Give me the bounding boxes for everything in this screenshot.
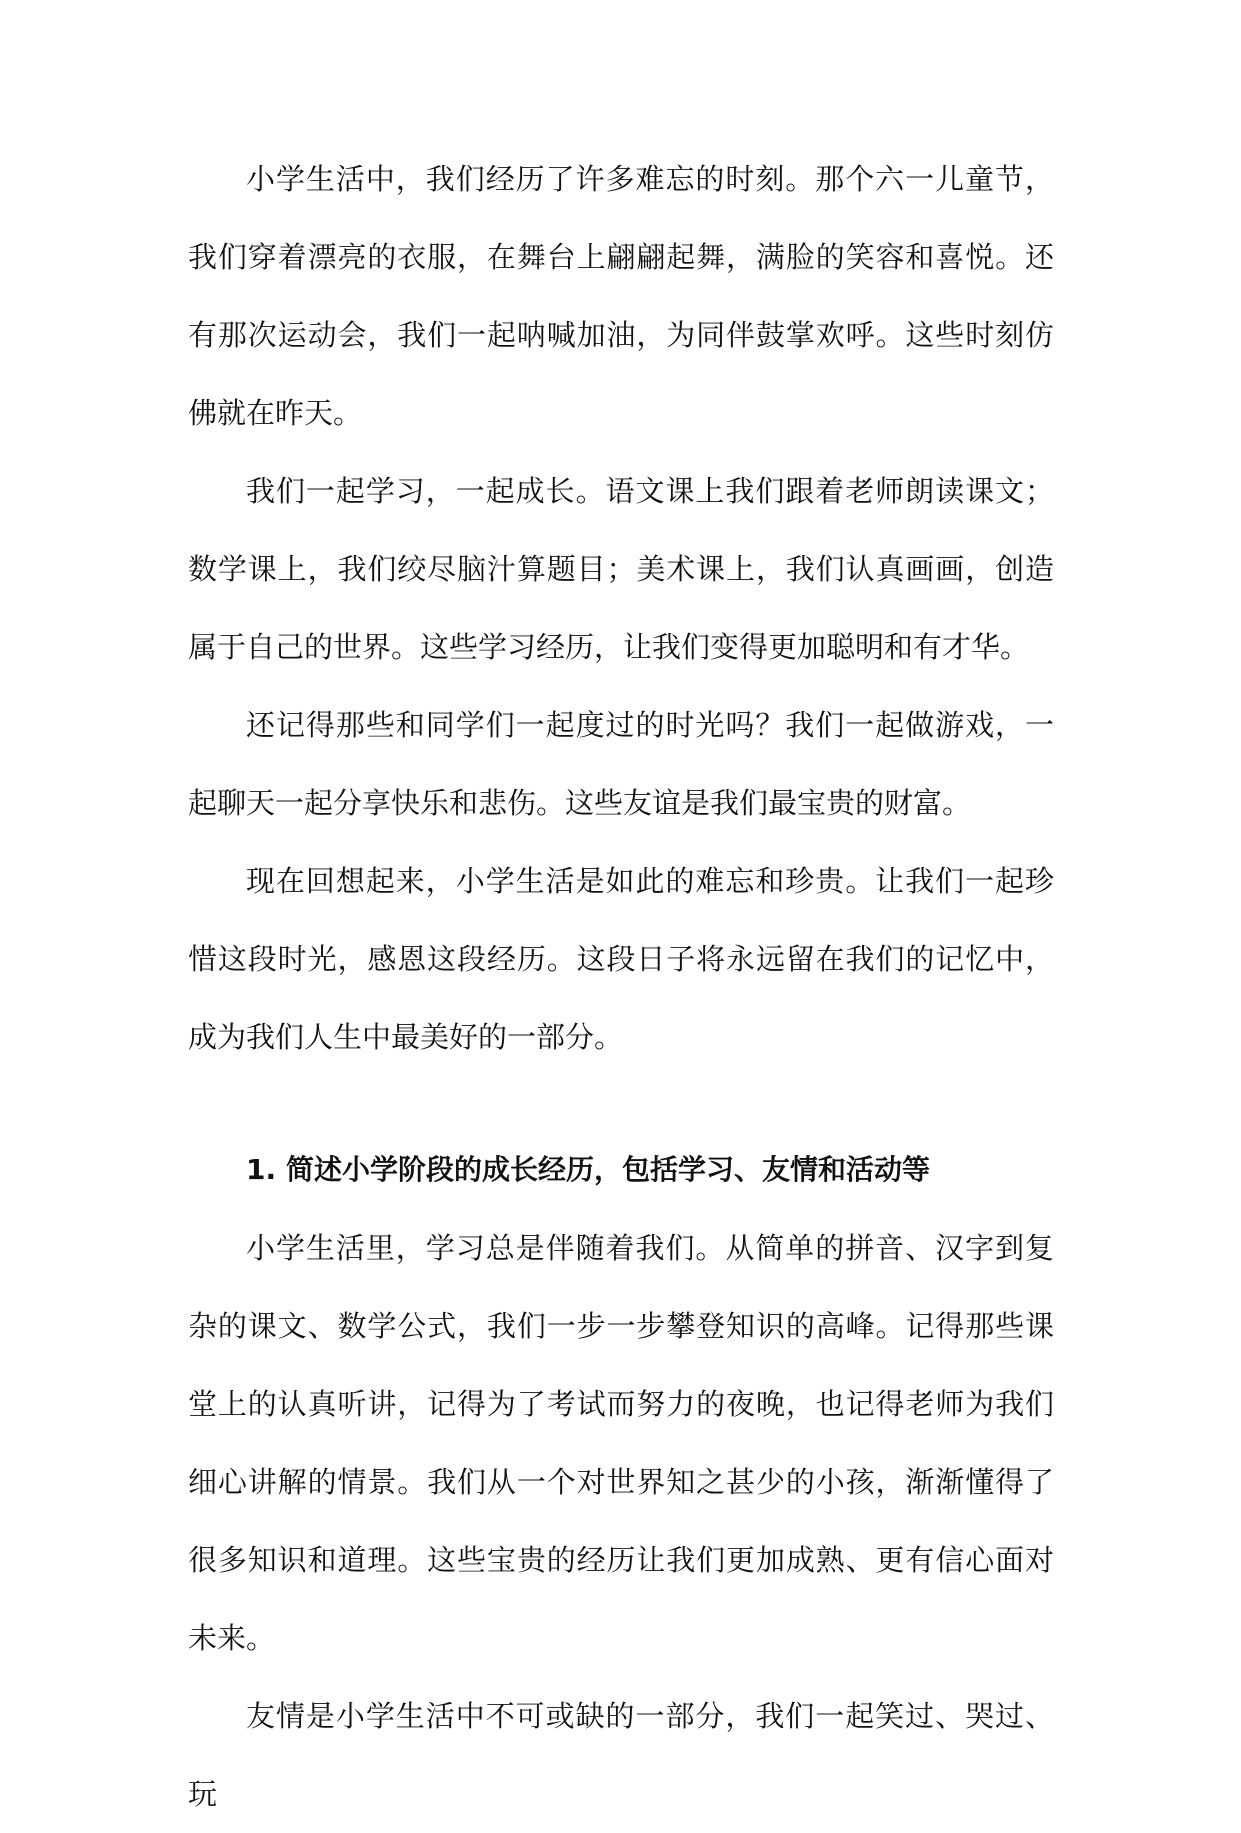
paragraph-friendship-time: 还记得那些和同学们一起度过的时光吗？我们一起做游戏，一起聊天一起分享快乐和悲伤。这些友谊是我们最宝贵的财富。 — [188, 708, 1054, 820]
paragraph-friendship-part: 友情是小学生活中不可或缺的一部分，我们一起笑过、哭过、玩 — [188, 1699, 1054, 1811]
section-heading-text: 简述小学阶段的成长经历，包括学习、友情和活动等 — [286, 1153, 931, 1186]
document-body — [188, 140, 1054, 1833]
paragraph-study-growth: 小学生活里，学习总是伴随着我们。从简单的拼音、汉字到复杂的课文、数学公式，我们一步一步攀登知识的高峰。记得那些课堂上的认真听讲，记得为了考试而努力的夜晚，也记得老师为我们细心讲解的情景。我们从一个对世界知之甚少的小孩，渐渐懂得了很多知识和道理。这些宝贵的经历让我们更加成熟、更有信心面对未来。 — [188, 1231, 1054, 1655]
paragraph-memorable-moments: 小学生活中，我们经历了许多难忘的时刻。那个六一儿童节，我们穿着漂亮的衣服，在舞台上翩翩起舞，满脸的笑容和喜悦。还有那次运动会，我们一起呐喊加油，为同伴鼓掌欢呼。这些时刻仿佛就在昨天。 — [188, 162, 1054, 430]
section-heading — [188, 1131, 1054, 1209]
paragraph-learning-together: 我们一起学习，一起成长。语文课上我们跟着老师朗读课文；数学课上，我们绞尽脑汁算题目；美术课上，我们认真画画，创造属于自己的世界。这些学习经历，让我们变得更加聪明和有才华。 — [188, 474, 1054, 664]
section-heading-number: 1. — [246, 1153, 277, 1186]
paragraph-looking-back: 现在回想起来，小学生活是如此的难忘和珍贵。让我们一起珍惜这段时光，感恩这段经历。这段日子将永远留在我们的记忆中，成为我们人生中最美好的一部分。 — [188, 864, 1054, 1054]
